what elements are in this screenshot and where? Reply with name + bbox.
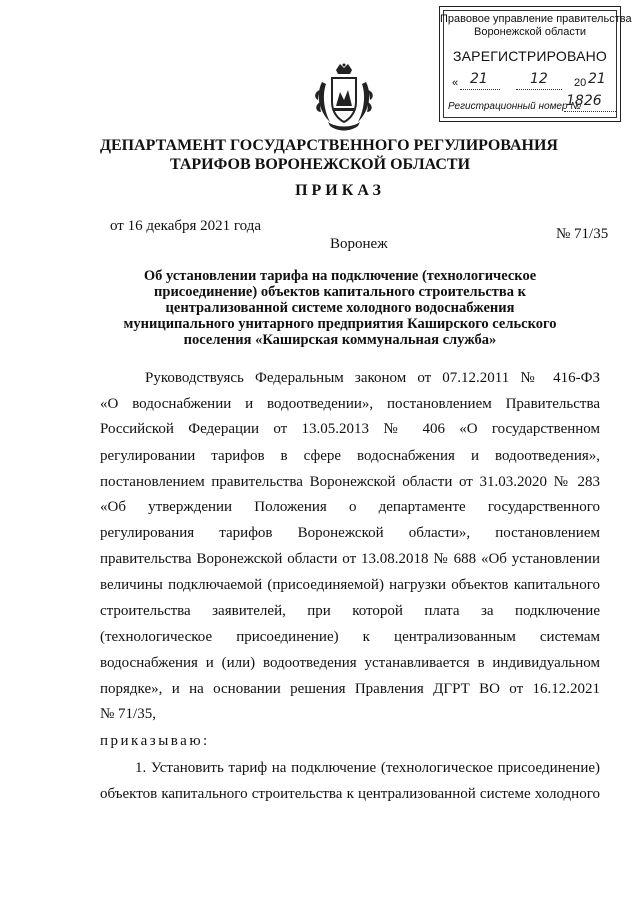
- document-date: от 16 декабря 2021 года: [110, 218, 262, 234]
- stamp-day-line: [460, 89, 500, 90]
- subject-line: муниципального унитарного предприятия Каширского сельского: [123, 316, 557, 332]
- stamp-date-month: 12: [530, 71, 548, 87]
- document-number: № 71/35: [556, 226, 609, 242]
- department-title-line1: ДЕПАРТАМЕНТ ГОСУДАРСТВЕННОГО РЕГУЛИРОВАНИЯ: [100, 137, 558, 154]
- document-type: ПРИКАЗ: [295, 182, 385, 199]
- department-title: [100, 136, 558, 174]
- body-line: регулировании тарифов в сфере водоснабжения и водоотведения»,: [100, 448, 600, 464]
- subject-line: централизованной системе холодного водоснабжения: [165, 300, 515, 316]
- body-line: «О водоснабжении и водоотведении», постановлением Правительства: [100, 396, 600, 412]
- stamp-date: [446, 71, 614, 93]
- body-line: строительства заявителей, при которой плата за подключение: [100, 603, 600, 619]
- stamp-reg-line: [564, 111, 616, 112]
- body-line: Руководствуясь Федеральным законом от 07.12.2011 № 416-ФЗ: [145, 370, 600, 386]
- document-city: Воронеж: [330, 236, 388, 252]
- body-line: Российской Федерации от 13.05.2013 № 406 «О государственном: [100, 421, 600, 437]
- body-line: № 71/35,: [100, 706, 156, 722]
- item-1-line: 1. Установить тариф на подключение (технологическое присоединение): [135, 760, 600, 776]
- document-subject: [120, 268, 560, 348]
- stamp-department: [440, 13, 632, 39]
- registration-stamp: [439, 6, 632, 122]
- body-line: водоснабжения и (или) водоотведения устанавливается в индивидуальном: [100, 655, 600, 671]
- body-line: (технологическое присоединение) к централизованным системам: [100, 629, 600, 645]
- order-word: приказываю:: [100, 733, 210, 749]
- body-line: величины подключаемой (присоединяемой) нагрузки объектов капитального: [100, 577, 600, 593]
- body-line: правительства Воронежской области от 13.08.2018 № 688 «Об установлении: [100, 551, 600, 567]
- coat-of-arms-icon: [312, 62, 376, 132]
- stamp-reg-number: [446, 93, 614, 117]
- stamp-date-dot: «: [452, 77, 459, 89]
- stamp-date-year-suffix: 21: [588, 71, 606, 87]
- item-1-line: объектов капитального строительства к централизованной системе холодного: [100, 786, 600, 802]
- body-line: постановлением правительства Воронежской области от 31.03.2020 № 283: [100, 474, 600, 490]
- stamp-dept-line2: Воронежской области: [473, 26, 586, 38]
- stamp-month-line: [516, 89, 562, 90]
- body-line: порядке», и на основании решения Правления ДГРТ ВО от 16.12.2021: [100, 681, 600, 697]
- subject-line: присоединение) объектов капитального строительства к: [154, 284, 526, 300]
- body-line: регулирования тарифов Воронежской области», постановлением: [100, 525, 600, 541]
- stamp-dept-line1: Правовое управление правительства: [440, 13, 632, 25]
- subject-line: Об установлении тарифа на подключение (технологическое: [143, 268, 537, 284]
- stamp-reg-label: Регистрационный номер №: [448, 101, 582, 112]
- stamp-registered-label: ЗАРЕГИСТРИРОВАНО: [452, 48, 608, 64]
- subject-line: поселения «Каширская коммунальная служба»: [183, 332, 497, 348]
- stamp-date-year-prefix: 20: [574, 77, 587, 89]
- body-line: «Об утверждении Положения о департаменте государственного: [100, 499, 600, 515]
- department-title-line2: ТАРИФОВ ВОРОНЕЖСКОЙ ОБЛАСТИ: [169, 156, 471, 173]
- stamp-reg-value: 1826: [566, 93, 602, 109]
- stamp-date-day: 21: [470, 71, 488, 87]
